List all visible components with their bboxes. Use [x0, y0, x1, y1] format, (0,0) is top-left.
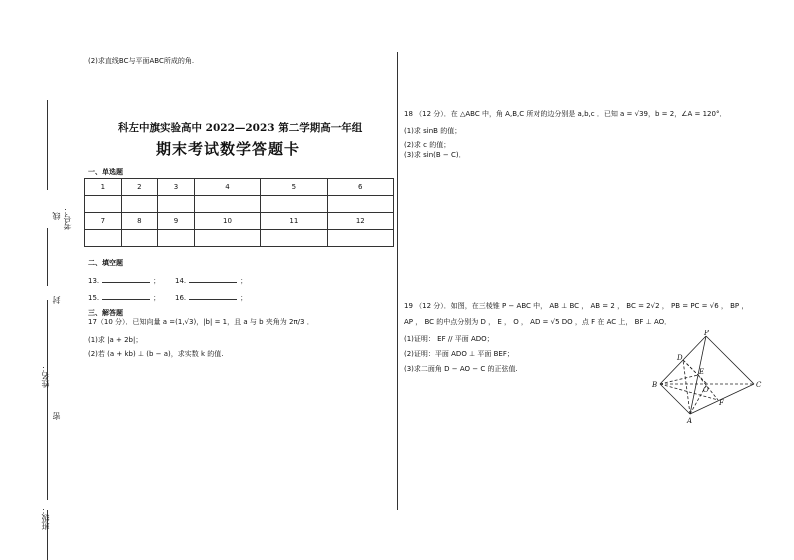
q18-stem: 18 （12 分）．在 △ABC 中，角 A,B,C 所对的边分别是 a,b,c ．已知 a = √39，b = 2，∠A = 120°．: [404, 110, 727, 118]
grid-number: 9: [158, 213, 195, 230]
answer-cell[interactable]: [85, 196, 122, 213]
answer-cell[interactable]: [261, 230, 327, 247]
label-D: D: [677, 354, 683, 362]
answer-cell[interactable]: [158, 196, 195, 213]
label-E: E: [699, 368, 705, 376]
q18-part3: (3)求 sin(B − C)．: [404, 151, 466, 159]
grid-number: 2: [121, 179, 158, 196]
label-seal: 封: [52, 296, 61, 304]
section-solutions: 三、解答题: [88, 309, 123, 317]
answer-grid: [84, 178, 394, 247]
label-B: B: [652, 381, 658, 389]
fill-item-16: [175, 292, 247, 303]
fill-item-13: [88, 275, 160, 286]
binding-line-lower: [47, 300, 48, 500]
binding-line-top: [47, 100, 48, 190]
answer-grid-numbers-2: [85, 213, 394, 230]
answer-cell[interactable]: [194, 196, 260, 213]
seg-AD: [683, 360, 690, 414]
q17-part1: (1)求 |a + 2b|；: [88, 336, 143, 344]
q18-part2: (2)求 c 的值；: [404, 141, 451, 149]
seg-BE: [660, 375, 698, 384]
label-line: 线: [52, 212, 61, 220]
fill-item-15: [88, 292, 160, 303]
grid-number: 12: [327, 213, 393, 230]
school-header: 科左中旗实验高中 2022—2023 第二学期高一年组: [118, 122, 363, 134]
label-class: 班级：: [41, 506, 50, 530]
label-name: 姓名：: [41, 364, 50, 388]
q19-part1: (1)证明： EF // 平面 ADO；: [404, 335, 494, 343]
answer-cell[interactable]: [194, 230, 260, 247]
q17-part2: (2)若 (a + kb) ⊥ (b − a)，求实数 k 的值.: [88, 350, 224, 358]
label-A: A: [687, 417, 693, 425]
fill-item-14: [175, 275, 247, 286]
answer-grid-answers-1: [85, 196, 394, 213]
grid-number: 6: [327, 179, 393, 196]
answer-grid-answers-2: [85, 230, 394, 247]
grid-number: 7: [85, 213, 122, 230]
fill-number: 13.: [88, 277, 100, 285]
grid-number: 10: [194, 213, 260, 230]
fill-end: ；: [153, 277, 161, 285]
answer-cell[interactable]: [158, 230, 195, 247]
label-C: C: [756, 381, 762, 389]
answer-cell[interactable]: [121, 230, 158, 247]
label-P: P: [704, 330, 709, 337]
binding-line-mid: [47, 228, 48, 286]
answer-cell[interactable]: [85, 230, 122, 247]
q18-part1: (1)求 sinB 的值；: [404, 127, 462, 135]
grid-number: 8: [121, 213, 158, 230]
answer-cell[interactable]: [261, 196, 327, 213]
answer-cell[interactable]: [327, 230, 393, 247]
answer-blank[interactable]: [189, 292, 237, 300]
section-single-choice: 一、单选题: [88, 168, 123, 176]
edge-PC: [706, 336, 754, 384]
q19-part3: (3)求二面角 D − AO − C 的正弦值.: [404, 365, 518, 373]
pyramid-figure: [648, 330, 768, 430]
label-secret: 密: [52, 412, 61, 420]
column-divider: [397, 52, 398, 510]
label-exam-number: 考号：: [63, 206, 72, 230]
label-F: F: [719, 399, 724, 407]
grid-number: 11: [261, 213, 327, 230]
q19-stem-line2: AP ， BC 的中点分别为 D ， E ， O ， AD = √5 DO ，点 F 在 AC 上， BF ⊥ AO．: [404, 318, 672, 326]
grid-number: 3: [158, 179, 195, 196]
section-fill-blank: 二、填空题: [88, 259, 123, 267]
answer-cell[interactable]: [327, 196, 393, 213]
q17-stem: 17（10 分）．已知向量 a =(1,√3)，|b| = 1，且 a 与 b 夹角为 2π/3 ．: [88, 318, 314, 326]
fill-end: ；: [240, 277, 248, 285]
fill-number: 16.: [175, 294, 187, 302]
q19-stem-line1: 19 （12 分）．如图，在三棱锥 P − ABC 中， AB ⊥ BC ， AB = 2 ， BC = 2√2 ， PB = PC = √6 ， BP ，: [404, 302, 749, 310]
label-O: O: [703, 386, 709, 394]
answer-blank[interactable]: [102, 275, 150, 283]
fill-end: ；: [153, 294, 161, 302]
seg-BF: [660, 384, 718, 400]
page-title: 期末考试数学答题卡: [156, 140, 301, 158]
fill-number: 15.: [88, 294, 100, 302]
answer-grid-numbers-1: [85, 179, 394, 196]
previous-question-part2: (2)求直线BC与平面ABC所成的角.: [88, 57, 195, 65]
fill-number: 14.: [175, 277, 187, 285]
fill-end: ；: [240, 294, 248, 302]
grid-number: 4: [194, 179, 260, 196]
answer-blank[interactable]: [102, 292, 150, 300]
q19-part2: (2)证明：平面 ADO ⊥ 平面 BEF；: [404, 350, 514, 358]
grid-number: 1: [85, 179, 122, 196]
grid-number: 5: [261, 179, 327, 196]
answer-cell[interactable]: [121, 196, 158, 213]
answer-blank[interactable]: [189, 275, 237, 283]
